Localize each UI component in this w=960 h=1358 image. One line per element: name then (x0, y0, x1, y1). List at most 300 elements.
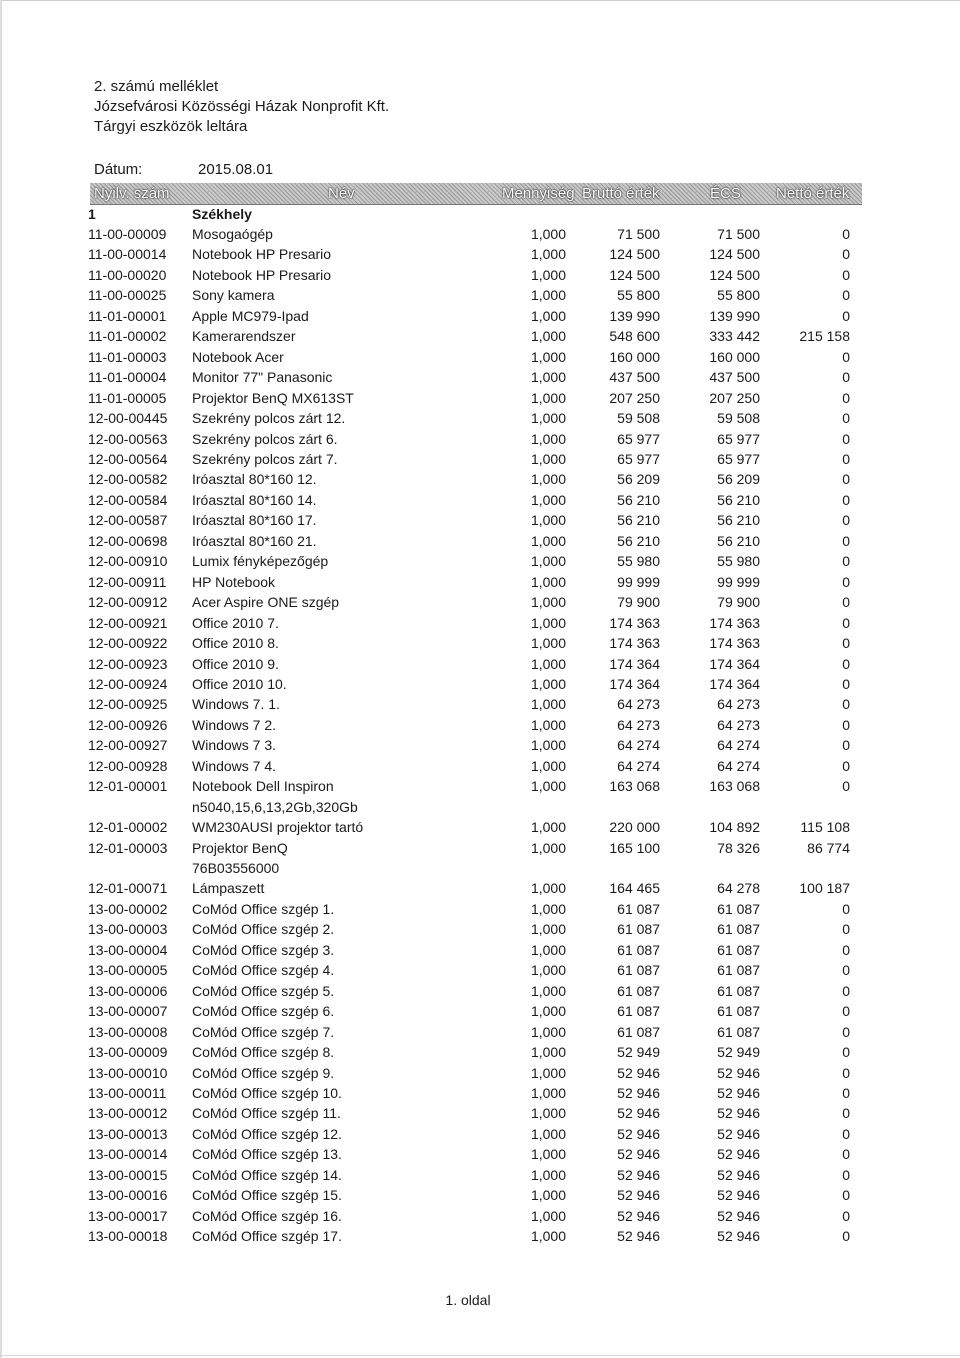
item-gross-value: 64 273 (617, 716, 660, 733)
item-net-value: 215 158 (799, 328, 850, 345)
item-name: Lumix fényképezőgép (192, 553, 329, 570)
table-row (0, 654, 960, 674)
item-net-value: 0 (842, 307, 850, 324)
item-depreciation: 333 442 (709, 328, 760, 345)
item-gross-value: 99 999 (617, 573, 660, 590)
item-net-value: 0 (842, 1187, 850, 1204)
table-row (0, 306, 960, 326)
table-row (0, 326, 960, 346)
item-name: HP Notebook (192, 573, 276, 590)
item-depreciation: 174 364 (709, 655, 760, 672)
item-id: 12-00-00445 (88, 410, 168, 426)
item-gross-value: 139 990 (609, 307, 660, 324)
item-name: CoMód Office szgép 4. (192, 962, 335, 979)
item-net-value: 0 (842, 1003, 850, 1020)
item-id: 11-01-00005 (88, 389, 167, 406)
item-quantity: 1,000 (530, 962, 566, 979)
item-name: Office 2010 8. (192, 635, 279, 651)
item-id: 11-01-00001 (88, 307, 167, 324)
section-number: 1 (88, 206, 96, 222)
item-name: Notebook HP Presario (192, 266, 332, 283)
item-quantity: 1,000 (530, 1146, 566, 1163)
item-id: 13-00-00017 (88, 1207, 168, 1224)
item-id: 13-00-00008 (88, 1023, 168, 1040)
item-depreciation: 59 508 (717, 410, 760, 426)
table-row (0, 1022, 960, 1042)
item-name: Szekrény polcos zárt 12. (192, 410, 346, 426)
item-net-value: 0 (842, 430, 850, 447)
item-quantity: 1,000 (530, 900, 566, 917)
item-quantity: 1,000 (530, 778, 566, 795)
item-id: 12-00-00924 (88, 675, 168, 692)
item-depreciation: 52 946 (717, 1064, 760, 1081)
item-net-value: 0 (842, 1084, 850, 1101)
table-row (0, 1185, 960, 1205)
item-id: 13-00-00014 (88, 1146, 168, 1163)
item-depreciation: 71 500 (717, 226, 760, 242)
item-name: Acer Aspire ONE szgép (192, 594, 340, 611)
item-quantity: 1,000 (530, 410, 566, 426)
item-id: 12-00-00582 (88, 471, 168, 488)
item-quantity: 1,000 (530, 246, 566, 263)
item-depreciation: 64 273 (717, 696, 760, 713)
item-id: 13-00-00009 (88, 1044, 168, 1060)
page-number: 1. oldal (445, 1292, 491, 1308)
item-net-value: 0 (842, 716, 850, 733)
item-depreciation: 99 999 (717, 573, 760, 590)
item-name: Projektor BenQ (192, 839, 288, 856)
item-net-value: 0 (842, 553, 850, 570)
item-gross-value: 65 977 (617, 430, 660, 447)
document-header (94, 77, 389, 137)
column-header-id: Nyilv. szám (94, 185, 170, 202)
item-id: 13-00-00007 (88, 1003, 168, 1020)
item-depreciation: 52 946 (717, 1207, 760, 1224)
item-gross-value: 52 949 (617, 1044, 660, 1060)
item-depreciation: 55 800 (717, 287, 760, 304)
item-id: 12-00-00910 (88, 553, 168, 570)
item-quantity: 1,000 (530, 532, 566, 549)
item-id: 12-01-00001 (88, 778, 168, 795)
page-top-edge (0, 0, 960, 1)
item-quantity: 1,000 (530, 614, 566, 631)
item-gross-value: 64 274 (617, 757, 660, 774)
item-gross-value: 174 363 (609, 614, 660, 631)
item-id: 11-00-00009 (88, 226, 167, 242)
item-gross-value: 64 274 (617, 737, 660, 754)
item-gross-value: 64 273 (617, 696, 660, 713)
item-id: 12-00-00922 (88, 635, 168, 651)
item-gross-value: 79 900 (617, 594, 660, 611)
item-depreciation: 124 500 (709, 266, 760, 283)
item-id: 12-00-00921 (88, 614, 168, 631)
item-name: Notebook HP Presario (192, 246, 332, 263)
item-name: Lámpaszett (192, 880, 265, 897)
item-name: Szekrény polcos zárt 7. (192, 450, 338, 467)
item-quantity: 1,000 (530, 266, 566, 283)
item-gross-value: 56 210 (617, 512, 660, 529)
item-name: Szekrény polcos zárt 6. (192, 430, 338, 447)
item-depreciation: 56 210 (717, 512, 760, 529)
table-row (0, 285, 960, 305)
item-depreciation: 160 000 (709, 348, 760, 365)
item-gross-value: 124 500 (609, 266, 660, 283)
item-name: CoMód Office szgép 5. (192, 982, 335, 999)
item-name: CoMód Office szgép 14. (192, 1166, 342, 1183)
item-gross-value: 220 000 (609, 819, 660, 836)
item-quantity: 1,000 (530, 471, 566, 488)
item-gross-value: 207 250 (609, 389, 660, 406)
annex-label: 2. számú melléklet (94, 78, 219, 95)
item-net-value: 0 (842, 1207, 850, 1224)
item-quantity: 1,000 (530, 307, 566, 324)
item-name: Office 2010 9. (192, 655, 279, 672)
item-id: 12-00-00563 (88, 430, 168, 447)
item-name: Windows 7 4. (192, 757, 277, 774)
item-depreciation: 52 949 (717, 1044, 760, 1060)
item-name: CoMód Office szgép 1. (192, 900, 335, 917)
table-row (0, 265, 960, 285)
item-depreciation: 55 980 (717, 553, 760, 570)
item-net-value: 0 (842, 1105, 850, 1122)
item-gross-value: 55 800 (617, 287, 660, 304)
table-header (90, 183, 862, 205)
item-id: 13-00-00006 (88, 982, 168, 999)
item-quantity: 1,000 (530, 1023, 566, 1040)
item-depreciation: 65 977 (717, 430, 760, 447)
table-row (0, 981, 960, 1001)
item-name: CoMód Office szgép 12. (192, 1125, 342, 1142)
item-gross-value: 52 946 (617, 1207, 660, 1224)
table-row (0, 1103, 960, 1123)
item-id: 12-00-00925 (88, 696, 168, 713)
item-gross-value: 174 363 (609, 635, 660, 651)
table-row (0, 388, 960, 408)
table-row (0, 1063, 960, 1083)
table-row (0, 838, 960, 858)
item-quantity: 1,000 (530, 1105, 566, 1122)
item-depreciation: 124 500 (709, 246, 760, 263)
document-title: Tárgyi eszközök leltára (94, 118, 248, 135)
item-name: Iróasztal 80*160 14. (192, 491, 317, 508)
item-gross-value: 59 508 (617, 410, 660, 426)
item-net-value: 0 (842, 226, 850, 242)
table-row (0, 735, 960, 755)
item-name-continuation: 76B03556000 (192, 860, 280, 876)
item-name: Office 2010 10. (192, 675, 287, 692)
item-depreciation: 61 087 (717, 941, 760, 958)
item-quantity: 1,000 (530, 737, 566, 754)
item-quantity: 1,000 (530, 226, 566, 242)
item-quantity: 1,000 (530, 880, 566, 897)
table-row (0, 960, 960, 980)
item-depreciation: 139 990 (709, 307, 760, 324)
item-quantity: 1,000 (530, 696, 566, 713)
item-id: 13-00-00003 (88, 921, 168, 938)
item-name: Windows 7 2. (192, 716, 277, 733)
item-net-value: 0 (842, 655, 850, 672)
item-id: 12-00-00587 (88, 512, 168, 529)
table-row (0, 490, 960, 510)
item-id: 11-01-00002 (88, 328, 167, 345)
table-row (0, 940, 960, 960)
table-row (0, 347, 960, 367)
table-row (0, 633, 960, 653)
item-depreciation: 61 087 (717, 1023, 760, 1040)
item-quantity: 1,000 (530, 1064, 566, 1081)
item-gross-value: 52 946 (617, 1125, 660, 1142)
item-name: Office 2010 7. (192, 614, 279, 631)
item-name: Iróasztal 80*160 17. (192, 512, 317, 529)
item-quantity: 1,000 (530, 491, 566, 508)
item-net-value: 0 (842, 635, 850, 651)
column-header-net: Nettó érték (776, 185, 850, 202)
table-row (0, 899, 960, 919)
item-net-value: 0 (842, 471, 850, 488)
item-id: 12-00-00584 (88, 491, 168, 508)
item-quantity: 1,000 (530, 1044, 566, 1060)
item-net-value: 0 (842, 921, 850, 938)
item-quantity: 1,000 (530, 819, 566, 836)
date-label: Dátum: (94, 161, 143, 178)
item-id: 11-00-00025 (88, 287, 167, 304)
item-id: 13-00-00002 (88, 900, 168, 917)
item-gross-value: 61 087 (617, 941, 660, 958)
item-quantity: 1,000 (530, 450, 566, 467)
item-name: CoMód Office szgép 8. (192, 1044, 335, 1060)
item-depreciation: 52 946 (717, 1084, 760, 1101)
table-row (0, 510, 960, 530)
item-depreciation: 163 068 (709, 778, 760, 795)
item-net-value: 0 (842, 778, 850, 795)
item-quantity: 1,000 (530, 389, 566, 406)
table-row (0, 572, 960, 592)
item-name: Windows 7 3. (192, 737, 277, 754)
item-gross-value: 56 210 (617, 532, 660, 549)
item-id: 13-00-00004 (88, 941, 168, 958)
item-net-value: 0 (842, 900, 850, 917)
item-id: 13-00-00016 (88, 1187, 168, 1204)
item-id: 12-00-00564 (88, 450, 168, 467)
table-row (0, 674, 960, 694)
item-depreciation: 64 273 (717, 716, 760, 733)
item-quantity: 1,000 (530, 1003, 566, 1020)
item-depreciation: 174 363 (709, 614, 760, 631)
item-depreciation: 52 946 (717, 1146, 760, 1163)
item-name: Kamerarendszer (192, 328, 296, 345)
item-id: 11-00-00014 (88, 246, 167, 263)
item-gross-value: 61 087 (617, 1023, 660, 1040)
item-depreciation: 65 977 (717, 450, 760, 467)
page-footer (0, 1292, 960, 1308)
item-net-value: 0 (842, 594, 850, 611)
item-net-value: 0 (842, 1044, 850, 1060)
item-net-value: 0 (842, 941, 850, 958)
item-net-value: 0 (842, 246, 850, 263)
item-id: 13-00-00011 (88, 1084, 167, 1101)
item-quantity: 1,000 (530, 369, 566, 386)
item-id: 12-00-00927 (88, 737, 168, 754)
item-gross-value: 61 087 (617, 921, 660, 938)
item-depreciation: 61 087 (717, 962, 760, 979)
item-gross-value: 165 100 (609, 839, 660, 856)
item-gross-value: 52 946 (617, 1187, 660, 1204)
table-row (0, 551, 960, 571)
table-row (0, 1001, 960, 1021)
item-net-value: 0 (842, 450, 850, 467)
item-quantity: 1,000 (530, 716, 566, 733)
item-net-value: 0 (842, 1166, 850, 1183)
table-row (0, 1042, 960, 1062)
item-quantity: 1,000 (530, 1187, 566, 1204)
item-id: 12-00-00911 (88, 573, 167, 590)
item-gross-value: 174 364 (609, 675, 660, 692)
item-id: 12-00-00926 (88, 716, 168, 733)
table-row (0, 469, 960, 489)
item-depreciation: 52 946 (717, 1125, 760, 1142)
table-row (0, 531, 960, 551)
item-depreciation: 52 946 (717, 1105, 760, 1122)
item-name: Monitor 77" Panasonic (192, 369, 333, 386)
item-id: 12-00-00698 (88, 532, 168, 549)
item-id: 13-00-00013 (88, 1125, 168, 1142)
date-row (94, 161, 274, 178)
item-net-value: 86 774 (807, 839, 850, 856)
item-quantity: 1,000 (530, 1166, 566, 1183)
item-quantity: 1,000 (530, 675, 566, 692)
item-quantity: 1,000 (530, 348, 566, 365)
item-id: 13-00-00010 (88, 1064, 168, 1081)
item-quantity: 1,000 (530, 655, 566, 672)
item-net-value: 0 (842, 491, 850, 508)
item-name: CoMód Office szgép 11. (192, 1105, 341, 1122)
item-quantity: 1,000 (530, 430, 566, 447)
item-name: Projektor BenQ MX613ST (192, 389, 354, 406)
table-row (0, 1226, 960, 1246)
item-id: 13-00-00018 (88, 1228, 168, 1245)
item-name: CoMód Office szgép 13. (192, 1146, 342, 1163)
item-net-value: 0 (842, 287, 850, 304)
table-row (0, 694, 960, 714)
item-id: 12-01-00071 (88, 880, 168, 897)
item-net-value: 0 (842, 1228, 850, 1245)
item-net-value: 0 (842, 614, 850, 631)
item-net-value: 0 (842, 1064, 850, 1081)
item-gross-value: 56 210 (617, 491, 660, 508)
item-quantity: 1,000 (530, 328, 566, 345)
item-gross-value: 52 946 (617, 1228, 660, 1245)
item-id: 12-01-00003 (88, 839, 168, 856)
item-depreciation: 61 087 (717, 1003, 760, 1020)
column-header-name: Név (328, 185, 355, 202)
item-net-value: 0 (842, 532, 850, 549)
item-name: Notebook Acer (192, 348, 284, 365)
item-id: 11-01-00004 (88, 369, 167, 386)
item-depreciation: 52 946 (717, 1187, 760, 1204)
item-net-value: 0 (842, 266, 850, 283)
item-net-value: 0 (842, 675, 850, 692)
item-quantity: 1,000 (530, 921, 566, 938)
item-net-value: 0 (842, 410, 850, 426)
item-quantity: 1,000 (530, 1207, 566, 1224)
item-quantity: 1,000 (530, 839, 566, 856)
item-name: Iróasztal 80*160 12. (192, 471, 317, 488)
item-quantity: 1,000 (530, 573, 566, 590)
item-name: Iróasztal 80*160 21. (192, 532, 317, 549)
item-net-value: 0 (842, 962, 850, 979)
item-net-value: 100 187 (799, 880, 850, 897)
table-row (0, 224, 960, 244)
item-depreciation: 52 946 (717, 1228, 760, 1245)
item-net-value: 0 (842, 512, 850, 529)
item-depreciation: 64 274 (717, 737, 760, 754)
item-name: CoMód Office szgép 7. (192, 1023, 335, 1040)
item-gross-value: 61 087 (617, 900, 660, 917)
table-row (0, 1124, 960, 1144)
item-depreciation: 207 250 (709, 389, 760, 406)
item-gross-value: 65 977 (617, 450, 660, 467)
item-depreciation: 104 892 (709, 819, 760, 836)
section-title: Székhely (192, 206, 252, 222)
item-depreciation: 64 278 (717, 880, 760, 897)
item-depreciation: 78 326 (717, 839, 760, 856)
item-gross-value: 164 465 (609, 880, 660, 897)
table-row-continuation (0, 797, 960, 817)
item-gross-value: 548 600 (609, 328, 660, 345)
item-gross-value: 52 946 (617, 1166, 660, 1183)
item-id: 12-00-00928 (88, 757, 168, 774)
item-net-value: 0 (842, 982, 850, 999)
item-quantity: 1,000 (530, 941, 566, 958)
item-net-value: 0 (842, 696, 850, 713)
table-row (0, 715, 960, 735)
item-gross-value: 52 946 (617, 1105, 660, 1122)
item-net-value: 115 108 (800, 819, 850, 836)
item-quantity: 1,000 (530, 1228, 566, 1245)
section-row (0, 204, 960, 224)
table-row (0, 878, 960, 898)
item-gross-value: 55 980 (617, 553, 660, 570)
item-net-value: 0 (842, 573, 850, 590)
item-id: 13-00-00005 (88, 962, 168, 979)
item-quantity: 1,000 (530, 287, 566, 304)
item-depreciation: 52 946 (717, 1166, 760, 1183)
item-id: 11-01-00003 (88, 348, 167, 365)
item-depreciation: 64 274 (717, 757, 760, 774)
item-id: 12-00-00923 (88, 655, 168, 672)
item-id: 13-00-00012 (88, 1105, 168, 1122)
table-row (0, 756, 960, 776)
item-gross-value: 61 087 (617, 1003, 660, 1020)
item-name: CoMód Office szgép 2. (192, 921, 335, 938)
table-row (0, 429, 960, 449)
item-depreciation: 174 363 (709, 635, 760, 651)
item-gross-value: 160 000 (609, 348, 660, 365)
item-name: CoMód Office szgép 15. (192, 1187, 342, 1204)
item-quantity: 1,000 (530, 1084, 566, 1101)
item-id: 12-01-00002 (88, 819, 168, 836)
item-name-continuation: n5040,15,6,13,2Gb,320Gb (192, 798, 358, 815)
item-net-value: 0 (842, 1125, 850, 1142)
item-depreciation: 61 087 (717, 900, 760, 917)
item-depreciation: 56 210 (717, 532, 760, 549)
item-name: CoMód Office szgép 16. (192, 1207, 342, 1224)
item-depreciation: 61 087 (717, 921, 760, 938)
item-gross-value: 174 364 (609, 655, 660, 672)
item-gross-value: 437 500 (609, 369, 660, 386)
item-name: WM230AUSI projektor tartó (192, 819, 364, 836)
item-net-value: 0 (842, 1146, 850, 1163)
